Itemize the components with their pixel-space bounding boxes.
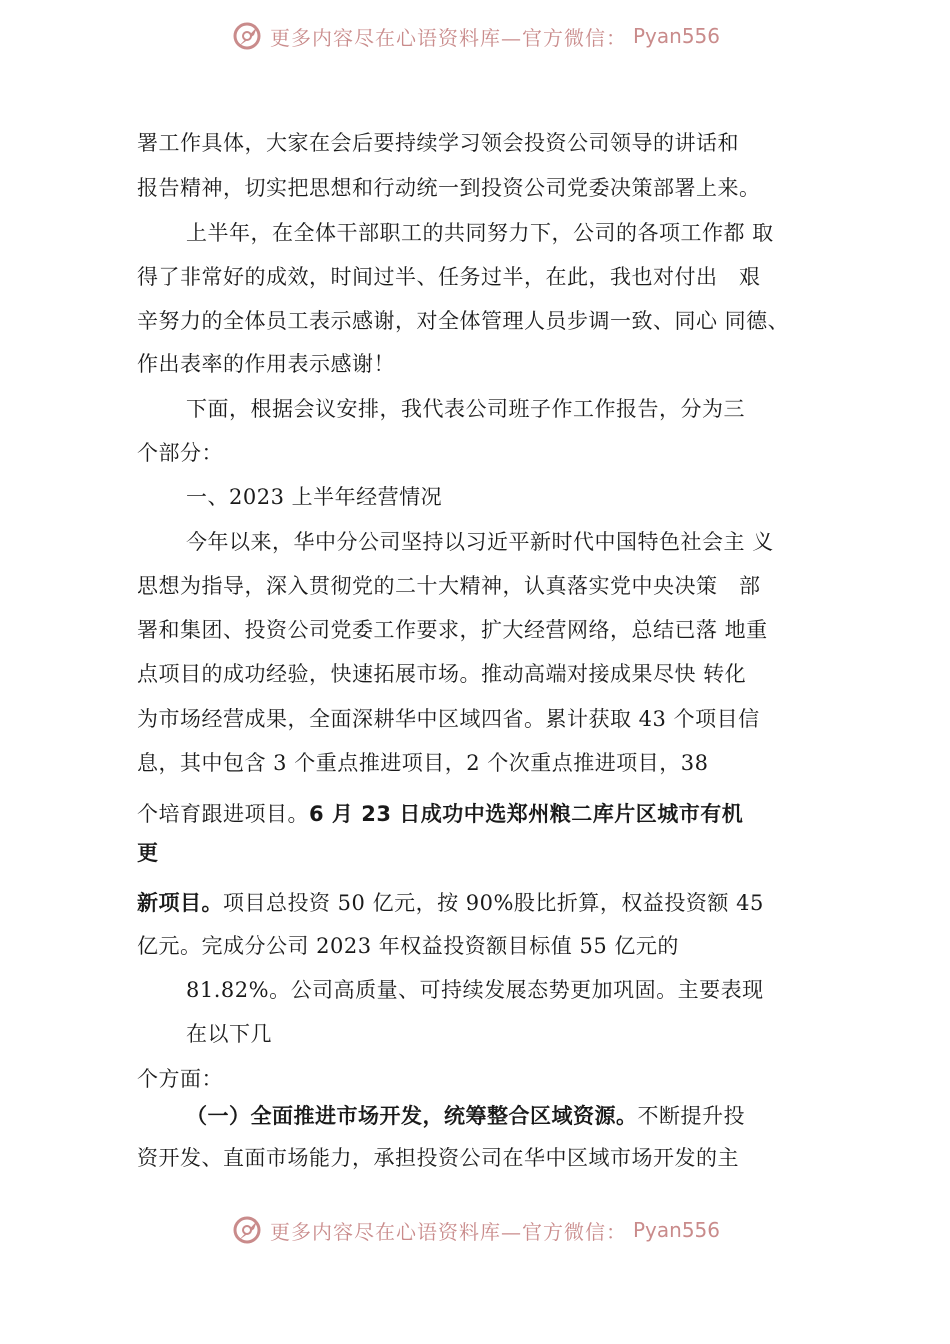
watermark-id: Pyan556 bbox=[632, 1218, 720, 1242]
paragraph-line: 辛努力的全体员工表示感谢，对全体管理人员步调一致、同心 同德、 bbox=[137, 309, 790, 333]
paragraph-line: 个方面： bbox=[137, 1067, 223, 1091]
paragraph-line: 上半年，在全体干部职工的共同努力下，公司的各项工作都 取 bbox=[186, 221, 774, 245]
footer-watermark bbox=[0, 1210, 950, 1250]
paragraph-line: 息，其中包含 3 个重点推进项目，2 个次重点推进项目，38 bbox=[137, 751, 709, 775]
paragraph-line: 得了非常好的成效，时间过半、任务过半，在此，我也对付出 艰 bbox=[137, 265, 761, 289]
bold-highlight: 更 bbox=[137, 841, 159, 865]
paragraph-line: 作出表率的作用表示感谢！ bbox=[137, 352, 395, 376]
paragraph-line: 个培育跟进项目。6 月 23 日成功中选郑州粮二库片区城市有机 bbox=[137, 802, 744, 826]
quill-seal-icon bbox=[230, 1213, 264, 1247]
paragraph-line: 署和集团、投资公司党委工作要求，扩大经营网络，总结已落 地重 bbox=[137, 618, 768, 642]
watermark-text: 更多内容尽在心语资料库—官方微信： bbox=[269, 25, 627, 50]
paragraph-line: 为市场经营成果，全面深耕华中区域四省。累计获取 43 个项目信 bbox=[137, 707, 760, 731]
paragraph-line: 下面，根据会议安排，我代表公司班子作工作报告，分为三 bbox=[186, 397, 745, 421]
subsection-heading: （一）全面推进市场开发，统筹整合区域资源。不断提升投 bbox=[186, 1104, 745, 1128]
bold-highlight: 6 月 23 日成功中选郑州粮二库片区城市有机 bbox=[309, 802, 744, 826]
watermark-id: Pyan556 bbox=[632, 24, 720, 48]
section-heading: 一、2023 上半年经营情况 bbox=[186, 485, 443, 509]
paragraph-line: 个部分： bbox=[137, 441, 223, 465]
watermark-text: 更多内容尽在心语资料库—官方微信： bbox=[269, 1219, 627, 1244]
paragraph-line: 亿元。完成分公司 2023 年权益投资额目标值 55 亿元的 bbox=[137, 934, 679, 958]
paragraph-line: 81.82%。公司高质量、可持续发展态势更加巩固。主要表现 bbox=[186, 978, 764, 1002]
paragraph-line: 思想为指导，深入贯彻党的二十大精神，认真落实党中央决策 部 bbox=[137, 574, 761, 598]
paragraph-line: 今年以来，华中分公司坚持以习近平新时代中国特色社会主 义 bbox=[186, 530, 774, 554]
paragraph-line: 在以下几 bbox=[186, 1022, 272, 1046]
paragraph-line: 署工作具体，大家在会后要持续学习领会投资公司领导的讲话和 bbox=[137, 131, 739, 155]
paragraph-line: 报告精神，切实把思想和行动统一到投资公司党委决策部署上来。 bbox=[137, 176, 761, 200]
paragraph-line: 资开发、直面市场能力，承担投资公司在华中区域市场开发的主 bbox=[137, 1146, 739, 1170]
paragraph-line: 点项目的成功经验，快速拓展市场。推动高端对接成果尽快 转化 bbox=[137, 662, 747, 686]
bold-highlight: 新项目。 bbox=[137, 891, 223, 915]
paragraph-line bbox=[137, 838, 159, 868]
paragraph-line: 新项目。项目总投资 50 亿元，按 90%股比折算，权益投资额 45 bbox=[137, 891, 764, 915]
bold-highlight: （一）全面推进市场开发，统筹整合区域资源。 bbox=[186, 1104, 638, 1128]
